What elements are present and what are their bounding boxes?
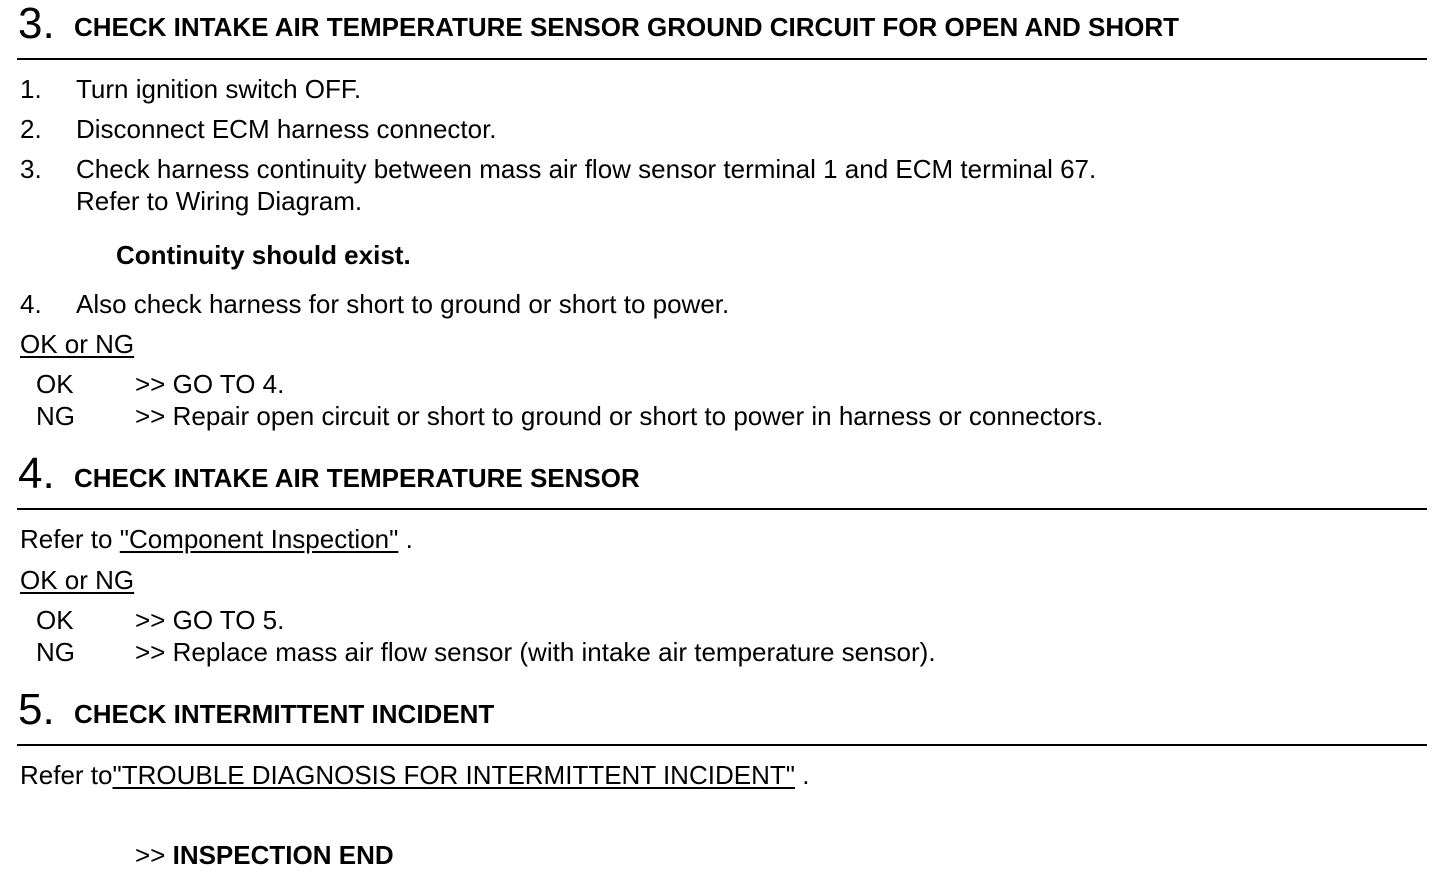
refer-line [20,760,809,790]
ng-action: >> Repair open circuit or short to ground or short to power in harness or connectors. [135,401,1104,431]
refer-suffix: . [398,524,413,554]
list-item-continuation: Refer to Wiring Diagram. [76,186,363,216]
list-item: Disconnect ECM harness connector. [76,114,497,144]
list-item-number: 1. [20,74,42,104]
ng-action: >> Replace mass air flow sensor (with intake air temperature sensor). [135,637,936,667]
continuity-note: Continuity should exist. [116,240,411,270]
ng-label: NG [36,401,75,431]
inspection-end-arrow: >> [135,840,173,870]
list-item: Turn ignition switch OFF. [76,74,362,104]
divider [17,744,1427,746]
refer-prefix: Refer to [20,524,120,554]
divider [17,508,1427,510]
step-5-title: CHECK INTERMITTENT INCIDENT [74,699,495,729]
ok-or-ng-heading: OK or NG [20,329,135,359]
ok-action: >> GO TO 4. [135,369,285,399]
ok-action: >> GO TO 5. [135,605,285,635]
list-item-number: 4. [20,289,42,319]
ok-or-ng-heading: OK or NG [20,565,135,595]
step-4-number: 4. [18,449,55,498]
divider [17,58,1427,60]
list-item: Also check harness for short to ground or short to power. [76,289,730,319]
inspection-end [135,840,394,870]
refer-prefix: Refer to [20,760,113,790]
list-item: Check harness continuity between mass air flow sensor terminal 1 and ECM terminal 67. [76,154,1097,184]
step-3-title: CHECK INTAKE AIR TEMPERATURE SENSOR GROUND CIRCUIT FOR OPEN AND SHORT [74,12,1180,42]
inspection-end-label: INSPECTION END [172,840,394,870]
list-item-number: 2. [20,114,42,144]
list-item-number: 3. [20,154,42,184]
refer-suffix: . [794,760,810,790]
ok-label: OK [36,605,74,635]
step-3-number: 3. [18,0,55,48]
ng-label: NG [36,637,75,667]
trouble-diagnosis-link[interactable]: "TROUBLE DIAGNOSIS FOR INTERMITTENT INCIDENT" [112,760,795,790]
component-inspection-link[interactable]: "Component Inspection" [119,524,399,554]
step-4-title: CHECK INTAKE AIR TEMPERATURE SENSOR [74,463,640,493]
ok-label: OK [36,369,74,399]
step-5-number: 5. [18,685,55,734]
refer-line [20,524,413,554]
